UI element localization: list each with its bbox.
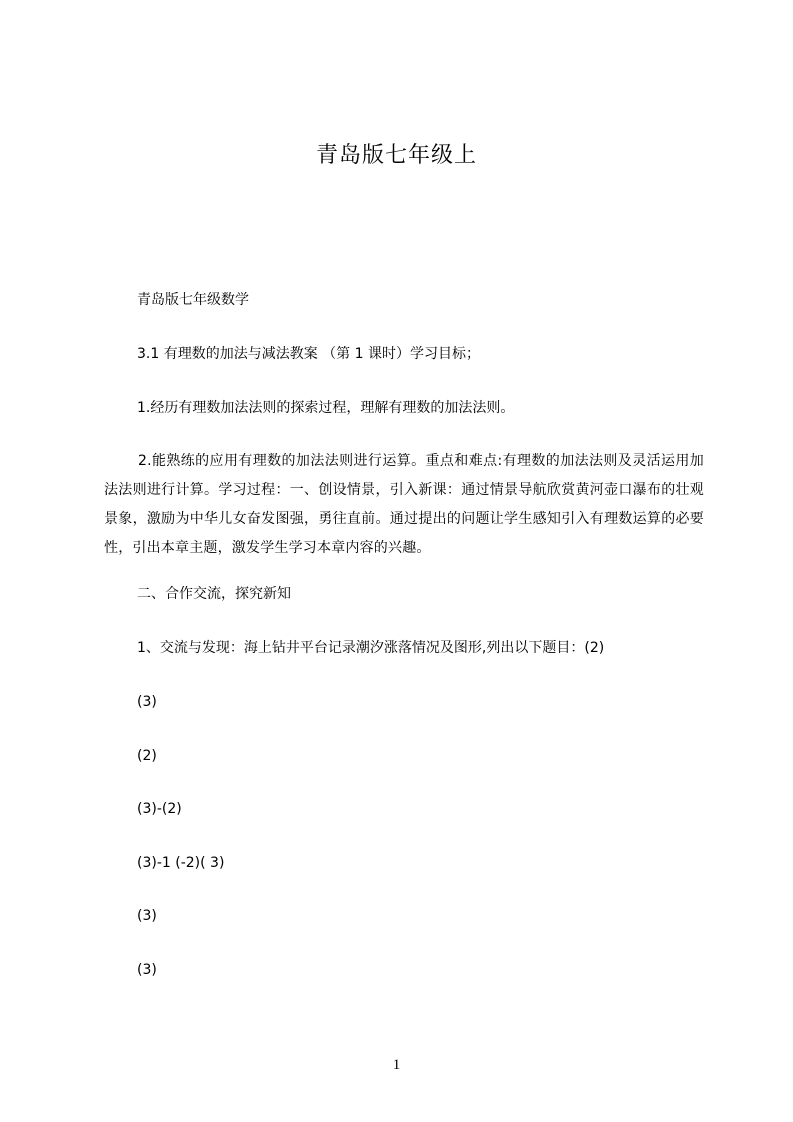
list-item: (3)-(2) [137, 801, 182, 817]
list-item: (3) [137, 962, 157, 978]
section-two-heading: 二、合作交流，探究新知 [137, 586, 291, 602]
page-number: 1 [392, 1057, 401, 1073]
list-item: (3)-1 (-2)( 3) [137, 855, 225, 871]
lesson-line: 3.1 有理数的加法与减法教案 （第 1 课时）学习目标； [137, 346, 480, 362]
list-item: (2) [137, 748, 157, 764]
exchange-line: 1、交流与发现：海上钻井平台记录潮汐涨落情况及图形,列出以下题目：(2) [137, 640, 605, 656]
subject-line: 青岛版七年级数学 [137, 292, 249, 308]
list-item: (3) [137, 908, 157, 924]
document-title: 青岛版七年级上 [315, 143, 477, 168]
goal-one-line: 1.经历有理数加法法则的探索过程，理解有理数的加法法则。 [137, 400, 515, 416]
list-item: (3) [137, 694, 157, 710]
goal-two-paragraph: 2.能熟练的应用有理数的加法法则进行运算。重点和难点:有理数的加法法则及灵活运用加法法则进行计算。学习过程：一、创设情景，引入新课：通过情景导航欣赏黄河壶口瀑布的壮观景象，激励为中华儿女奋发图强，勇往直前。通过提出的问题让学生感知引入有理数运算的必要性，引出本章主题，激发学生学习本章内容的兴趣。 [104, 453, 704, 556]
